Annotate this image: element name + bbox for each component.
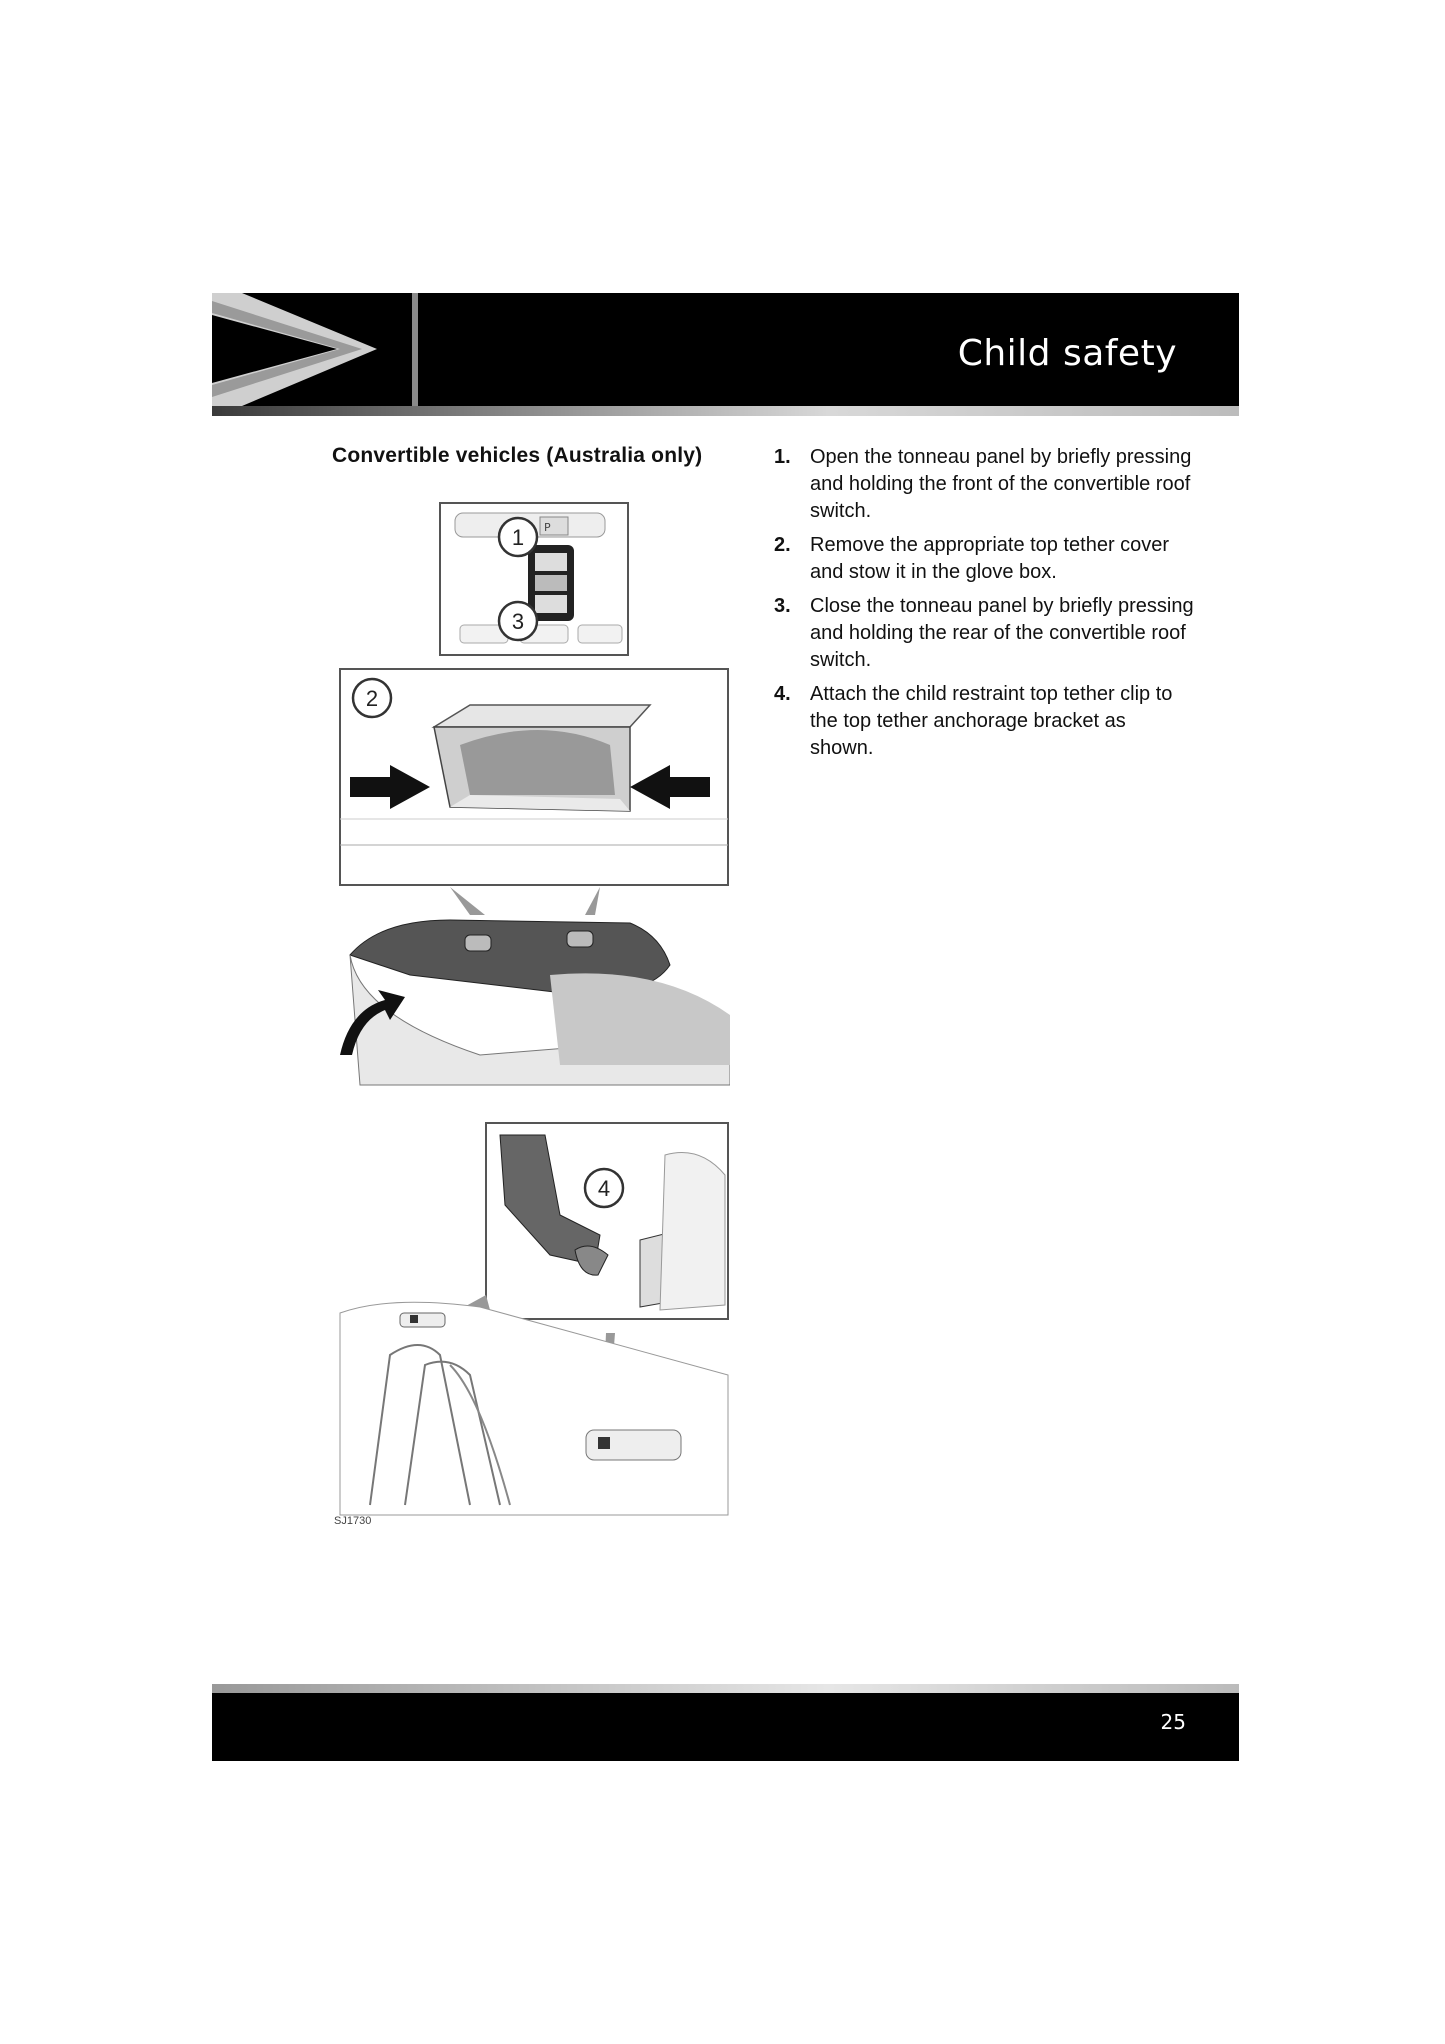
page-footer bbox=[212, 1693, 1239, 1761]
step-text: Attach the child restraint top tether clip to the top tether anchorage bracket as shown. bbox=[810, 683, 1173, 759]
list-item bbox=[774, 444, 1194, 525]
step-text: Remove the appropriate top tether cover and stow it in the glove box. bbox=[810, 534, 1170, 583]
step-text: Close the tonneau panel by briefly pressing and holding the rear of the convertible roof switch. bbox=[810, 595, 1194, 671]
roof-switch-panel bbox=[440, 503, 628, 655]
step-text: Open the tonneau panel by briefly pressing and holding the front of the convertible roof switch. bbox=[810, 446, 1192, 522]
installation-illustration bbox=[330, 495, 730, 1540]
chevron-icon bbox=[212, 293, 422, 406]
section-title: Child safety bbox=[957, 333, 1177, 374]
tether-clip-panel bbox=[486, 1123, 728, 1319]
page-number: 25 bbox=[1160, 1710, 1186, 1734]
header-underline bbox=[212, 406, 1239, 416]
footer-bar bbox=[212, 1684, 1239, 1693]
step-number: 3. bbox=[774, 595, 791, 617]
list-item bbox=[774, 681, 1194, 762]
step-number: 1. bbox=[774, 446, 791, 468]
list-item bbox=[774, 593, 1194, 674]
section-subtitle: Convertible vehicles (Australia only) bbox=[332, 444, 703, 467]
step-number: 2. bbox=[774, 534, 791, 556]
callout-3: 3 bbox=[511, 609, 525, 634]
tonneau-panel bbox=[340, 887, 730, 1085]
instruction-list bbox=[774, 444, 1194, 769]
callout-4: 4 bbox=[597, 1176, 611, 1201]
list-item bbox=[774, 532, 1194, 586]
rear-shelf-view bbox=[340, 1295, 728, 1515]
switch-p-label: P bbox=[544, 521, 551, 534]
figure-reference: SJ1730 bbox=[334, 1515, 372, 1527]
callout-1: 1 bbox=[511, 525, 525, 550]
tether-cover-panel bbox=[340, 669, 728, 885]
step-number: 4. bbox=[774, 683, 791, 705]
callout-2: 2 bbox=[365, 686, 379, 711]
